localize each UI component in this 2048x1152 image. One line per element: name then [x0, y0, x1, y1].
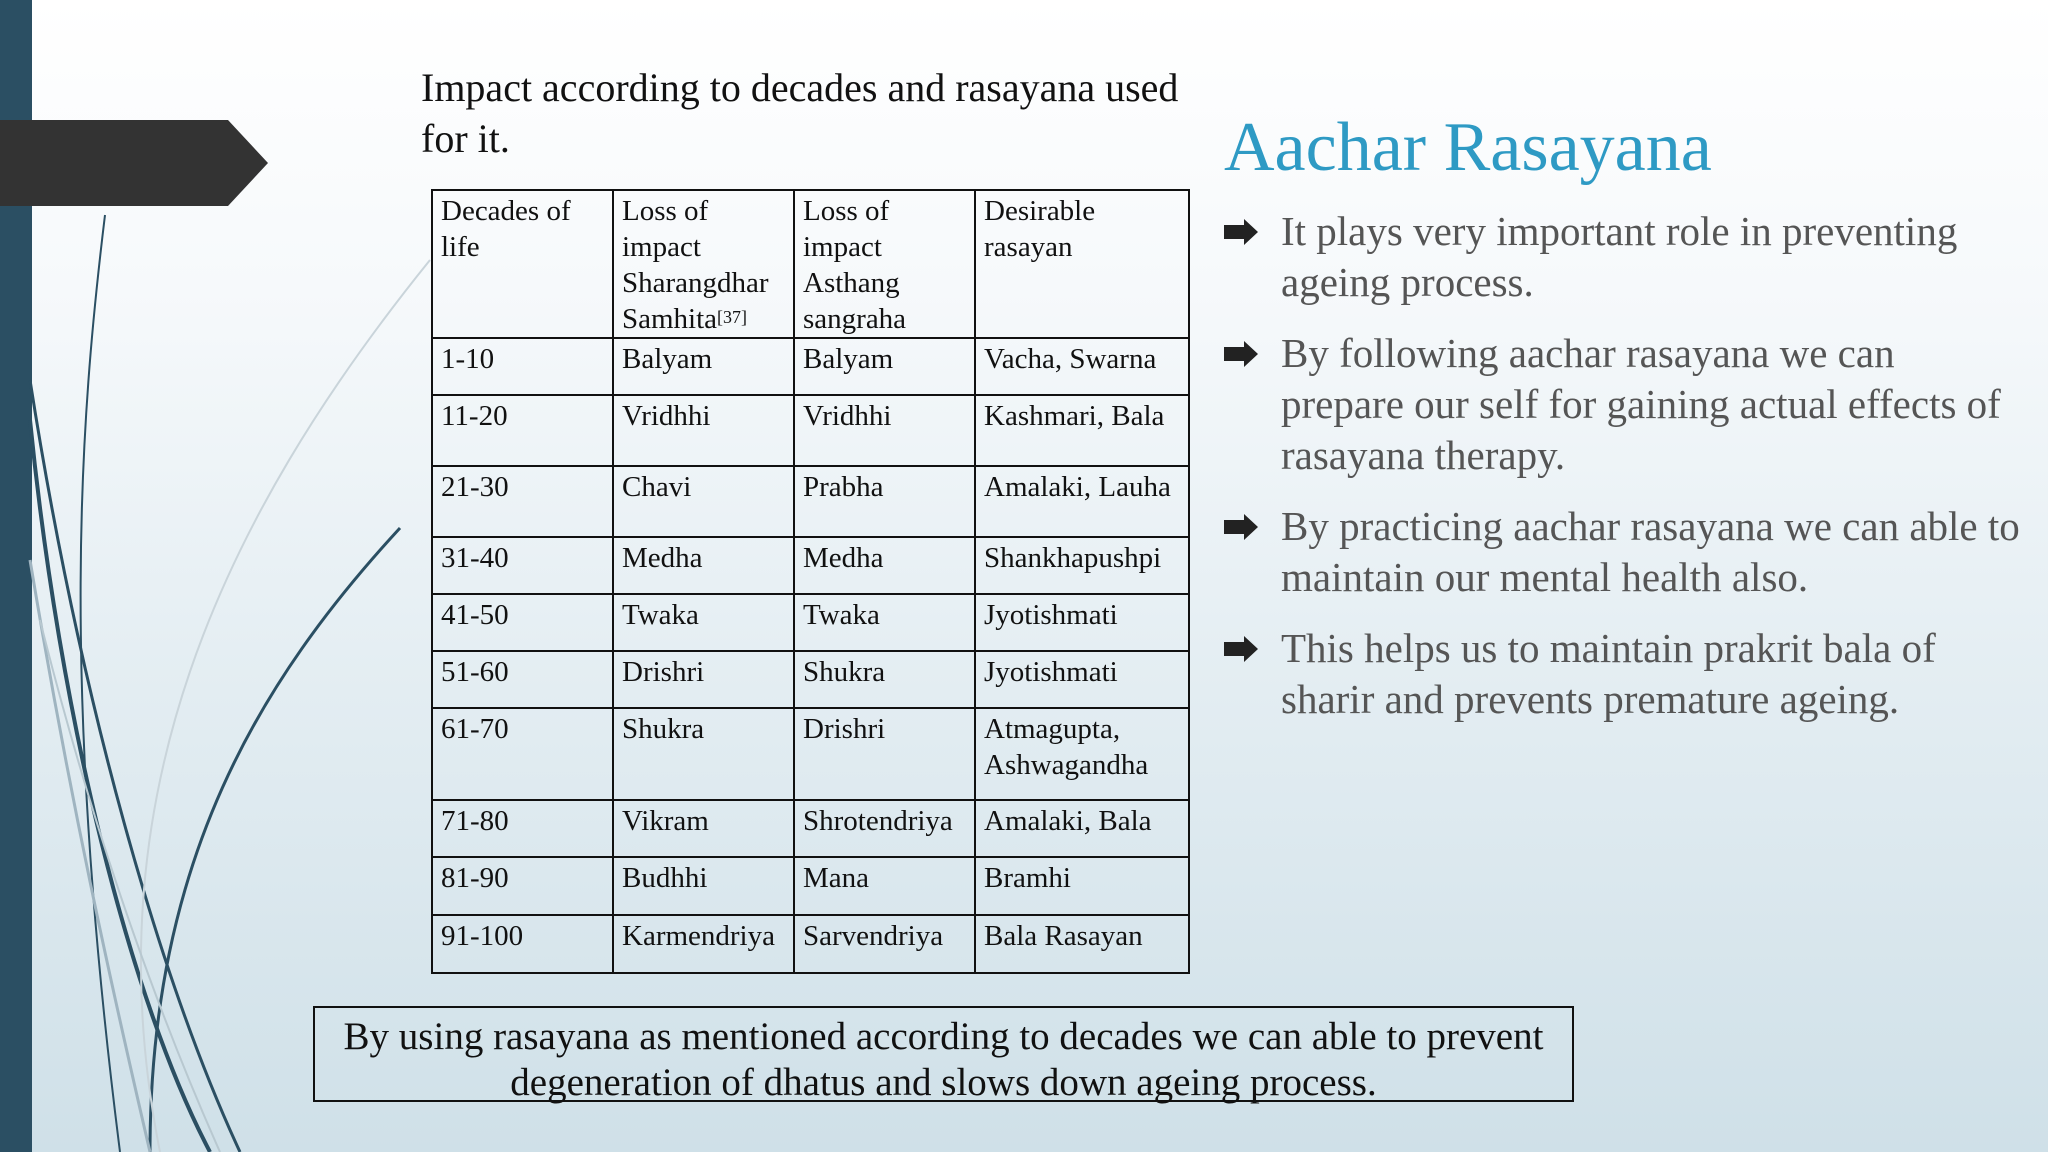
table-row	[432, 466, 1189, 537]
table-cell: Drishri	[794, 708, 975, 800]
table-cell: Medha	[613, 537, 794, 594]
summary-box: By using rasayana as mentioned according to decades we can able to prevent degeneration of dhatus and slows down ageing process.	[313, 1006, 1574, 1102]
header-cell-text: Loss of impact Asthang sangraha	[803, 195, 907, 335]
table-row	[432, 537, 1189, 594]
header-cell-text: Loss of impact Sharangdhar Samhita	[622, 195, 769, 335]
table-cell: Sarvendriya	[794, 915, 975, 973]
table-cell: Budhhi	[613, 857, 794, 915]
table-cell: 61-70	[432, 708, 613, 800]
header-cell	[975, 190, 1189, 338]
arrow-bullet-icon	[1224, 514, 1258, 540]
arrow-bullet-icon	[1224, 219, 1258, 245]
arrow-bullet-icon	[1224, 636, 1258, 662]
header-cell-text: Desirable rasayan	[984, 195, 1096, 263]
table-cell: Amalaki, Lauha	[975, 466, 1189, 537]
table-cell: Shankhapushpi	[975, 537, 1189, 594]
section-title: Aachar Rasayana	[1224, 109, 1712, 186]
table-cell: Balyam	[794, 338, 975, 395]
table-cell: Prabha	[794, 466, 975, 537]
header-cell-text: Decades of life	[441, 195, 571, 263]
bullet-text: This helps us to maintain prakrit bala of sharir and prevents premature ageing.	[1281, 625, 1936, 722]
bullet-list	[1224, 206, 2024, 745]
table-cell: Mana	[794, 857, 975, 915]
table-cell: Bramhi	[975, 857, 1189, 915]
bullet-text: By practicing aachar rasayana we can able to maintain our mental health also.	[1281, 503, 2020, 600]
table-row	[432, 395, 1189, 466]
table-cell: Kashmari, Bala	[975, 395, 1189, 466]
bullet-text: By following aachar rasayana we can prepare our self for gaining actual effects of rasayana therapy.	[1281, 330, 2001, 478]
table-cell: Vikram	[613, 800, 794, 857]
table-row	[432, 338, 1189, 395]
table-row	[432, 708, 1189, 800]
table-cell: Jyotishmati	[975, 594, 1189, 651]
bullet-item	[1224, 501, 2024, 603]
table-cell: Chavi	[613, 466, 794, 537]
table-cell: 11-20	[432, 395, 613, 466]
table-header-row	[432, 190, 1189, 338]
table-row	[432, 800, 1189, 857]
table-row	[432, 857, 1189, 915]
header-cell	[613, 190, 794, 338]
table-cell: Balyam	[613, 338, 794, 395]
header-cell	[794, 190, 975, 338]
table-cell: 1-10	[432, 338, 613, 395]
decades-rasayana-table	[431, 189, 1190, 974]
bullet-item	[1224, 206, 2024, 308]
table-cell: Shukra	[794, 651, 975, 708]
table-cell: 21-30	[432, 466, 613, 537]
table-cell: Amalaki, Bala	[975, 800, 1189, 857]
table-cell: 31-40	[432, 537, 613, 594]
table-cell: Karmendriya	[613, 915, 794, 973]
table-cell: Shrotendriya	[794, 800, 975, 857]
table-cell: Medha	[794, 537, 975, 594]
table-cell: Vridhhi	[794, 395, 975, 466]
table-cell: Twaka	[613, 594, 794, 651]
table-cell: Shukra	[613, 708, 794, 800]
table-cell: Vacha, Swarna	[975, 338, 1189, 395]
table-cell: 81-90	[432, 857, 613, 915]
table-row	[432, 594, 1189, 651]
bullet-item	[1224, 623, 2024, 725]
table-row	[432, 651, 1189, 708]
table-cell: Drishri	[613, 651, 794, 708]
table-cell: 91-100	[432, 915, 613, 973]
table-cell: Atmagupta, Ashwagandha	[975, 708, 1189, 800]
table-cell: 71-80	[432, 800, 613, 857]
arrow-bullet-icon	[1224, 341, 1258, 367]
table-cell: 51-60	[432, 651, 613, 708]
table-cell: 41-50	[432, 594, 613, 651]
bullet-text: It plays very important role in preventing ageing process.	[1281, 208, 1958, 305]
table-cell: Bala Rasayan	[975, 915, 1189, 973]
table-row	[432, 915, 1189, 973]
table-cell: Vridhhi	[613, 395, 794, 466]
arrow-tab-shape	[0, 120, 270, 206]
table-cell: Twaka	[794, 594, 975, 651]
header-cell	[432, 190, 613, 338]
citation-superscript: [37]	[717, 307, 748, 327]
table-caption: Impact according to decades and rasayana used for it.	[421, 65, 1179, 161]
table-cell: Jyotishmati	[975, 651, 1189, 708]
bullet-item	[1224, 328, 2024, 481]
